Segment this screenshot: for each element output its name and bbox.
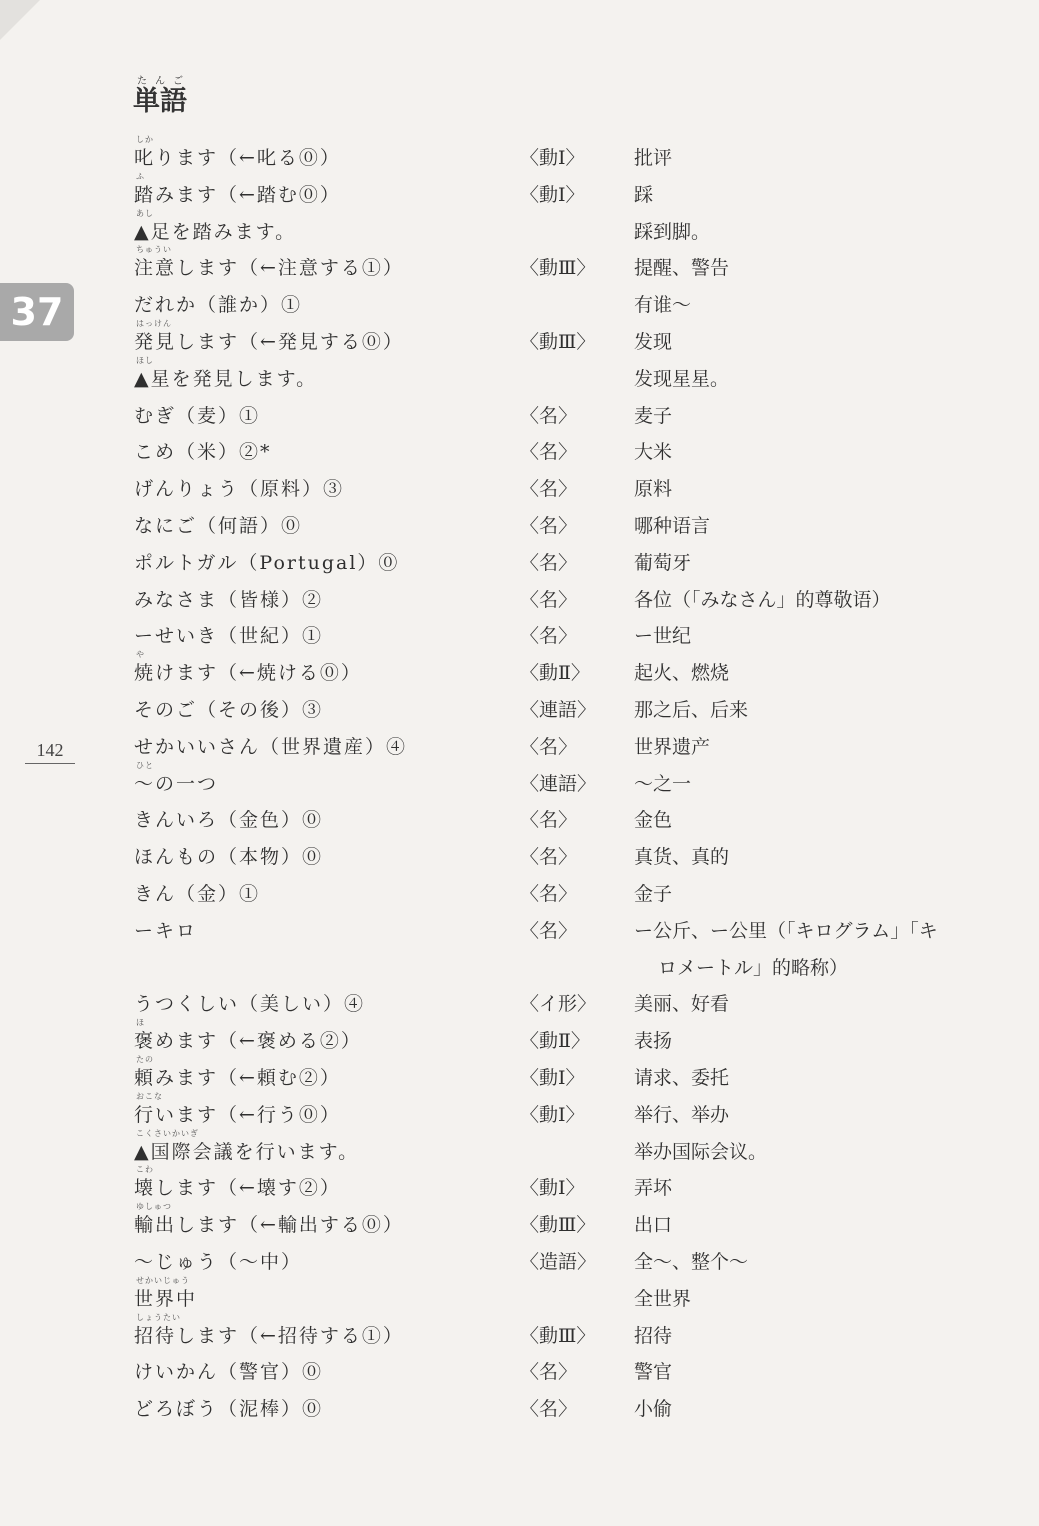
vocab-word bbox=[134, 1018, 362, 1060]
vocab-word bbox=[134, 876, 260, 913]
vocab-word bbox=[134, 650, 362, 692]
furigana-reading: ふ bbox=[136, 171, 145, 181]
vocab-row bbox=[0, 471, 1039, 508]
meaning: 世界遗产 bbox=[634, 735, 711, 758]
vocab-row bbox=[0, 398, 1039, 435]
word-text: だれか（誰か）① bbox=[134, 294, 303, 317]
word-text: 叱ります（←叱る⓪） bbox=[134, 147, 341, 169]
vocab-row bbox=[0, 1312, 1039, 1355]
vocab-word bbox=[134, 986, 365, 1023]
part-of-speech: 〈名〉 bbox=[520, 478, 578, 501]
vocab-row bbox=[0, 618, 1039, 655]
meaning: 举办国际会议。 bbox=[634, 1140, 768, 1163]
meaning: 请求、委托 bbox=[634, 1066, 730, 1089]
vocab-row bbox=[0, 1202, 1039, 1244]
part-of-speech: 〈連語〉 bbox=[520, 698, 597, 721]
vocab-word bbox=[134, 839, 323, 876]
vocab-row bbox=[0, 582, 1039, 619]
section-title bbox=[133, 76, 187, 118]
meaning: 批评 bbox=[634, 147, 673, 169]
part-of-speech: 〈動Ⅰ〉 bbox=[520, 1066, 585, 1089]
meaning: 举行、举办 bbox=[634, 1103, 730, 1126]
word-text: みなさま（皆様）② bbox=[134, 588, 324, 611]
vocab-row bbox=[0, 692, 1039, 729]
section-title-reading: たんご bbox=[133, 76, 187, 87]
meaning: 金色 bbox=[634, 809, 673, 832]
vocab-row bbox=[0, 913, 1039, 950]
meaning: 踩到脚。 bbox=[634, 220, 711, 243]
meaning: 哪种语言 bbox=[634, 514, 711, 537]
word-text: ーせいき（世紀）① bbox=[134, 625, 324, 648]
part-of-speech: 〈名〉 bbox=[520, 919, 578, 942]
part-of-speech: 〈動Ⅰ〉 bbox=[520, 1177, 585, 1200]
page-corner-fold bbox=[0, 0, 40, 40]
word-text: ▲国際会議を行います。 bbox=[134, 1140, 360, 1163]
part-of-speech: 〈連語〉 bbox=[520, 772, 597, 795]
furigana-reading: たの bbox=[136, 1054, 154, 1064]
part-of-speech: 〈名〉 bbox=[520, 846, 578, 869]
vocab-row bbox=[0, 950, 1039, 987]
meaning: 招待 bbox=[634, 1324, 673, 1347]
part-of-speech: 〈動Ⅲ〉 bbox=[520, 330, 596, 353]
vocab-row bbox=[0, 318, 1039, 361]
word-text: なにご（何語）⓪ bbox=[134, 514, 303, 537]
furigana-reading: ひと bbox=[136, 760, 154, 770]
vocab-word bbox=[134, 760, 219, 803]
word-text: ポルトガル（Portugal）⓪ bbox=[134, 551, 400, 574]
vocab-word bbox=[134, 355, 318, 398]
meaning: 警官 bbox=[634, 1361, 673, 1384]
vocab-row bbox=[0, 839, 1039, 876]
furigana-reading: しか bbox=[136, 135, 154, 144]
meaning: 有谁～ bbox=[634, 294, 692, 317]
word-text: 行います（←行う⓪） bbox=[134, 1103, 341, 1126]
vocab-row bbox=[0, 1354, 1039, 1391]
vocab-word bbox=[134, 245, 404, 287]
meaning: 那之后、后来 bbox=[634, 698, 749, 721]
furigana-reading: ちゅうい bbox=[136, 245, 172, 255]
vocab-row bbox=[0, 355, 1039, 398]
furigana-reading: せかいじゅう bbox=[136, 1275, 190, 1285]
part-of-speech: 〈名〉 bbox=[520, 1361, 578, 1384]
vocab-word bbox=[134, 471, 344, 508]
vocab-word bbox=[134, 618, 323, 655]
vocab-row bbox=[0, 1391, 1039, 1428]
part-of-speech: 〈動Ⅰ〉 bbox=[520, 183, 585, 206]
furigana-reading: はっけん bbox=[136, 318, 172, 328]
meaning: 弄坏 bbox=[634, 1177, 673, 1200]
meaning: ～之一 bbox=[634, 772, 692, 795]
part-of-speech: 〈動Ⅰ〉 bbox=[520, 147, 585, 169]
furigana-reading: こくさいかいぎ bbox=[136, 1128, 199, 1138]
vocab-word bbox=[134, 318, 404, 361]
word-text: むぎ（麦）① bbox=[134, 404, 261, 427]
word-text: どろぼう（泥棒）⓪ bbox=[134, 1398, 324, 1421]
part-of-speech: 〈名〉 bbox=[520, 1398, 578, 1421]
part-of-speech: 〈動Ⅲ〉 bbox=[520, 1324, 596, 1347]
part-of-speech: 〈造語〉 bbox=[520, 1250, 597, 1273]
meaning: 小偷 bbox=[634, 1398, 673, 1421]
furigana-reading: ほ bbox=[136, 1018, 145, 1028]
part-of-speech: 〈イ形〉 bbox=[520, 993, 597, 1016]
meaning: 大米 bbox=[634, 441, 673, 464]
part-of-speech: 〈名〉 bbox=[520, 882, 578, 905]
vocab-word bbox=[134, 729, 407, 766]
vocab-row bbox=[0, 802, 1039, 839]
furigana-reading: あし bbox=[136, 208, 154, 218]
meaning: 表扬 bbox=[634, 1030, 673, 1053]
vocab-row bbox=[0, 760, 1039, 803]
word-text: ほんもの（本物）⓪ bbox=[134, 846, 324, 869]
meaning: 真货、真的 bbox=[634, 846, 730, 869]
word-text: ーキロ bbox=[134, 919, 198, 942]
section-title-text: 単語 bbox=[133, 86, 187, 117]
meaning: ー公斤、ー公里（「キログラム」「キ bbox=[634, 919, 938, 942]
word-text: 輸出します（←輸出する⓪） bbox=[134, 1214, 404, 1237]
vocab-row bbox=[0, 1128, 1039, 1171]
vocab-word bbox=[134, 582, 323, 619]
part-of-speech: 〈動Ⅰ〉 bbox=[520, 1103, 585, 1126]
part-of-speech: 〈名〉 bbox=[520, 441, 578, 464]
vocab-word bbox=[134, 398, 260, 435]
part-of-speech: 〈名〉 bbox=[520, 551, 578, 574]
word-text: 世界中 bbox=[134, 1287, 198, 1310]
vocab-row bbox=[0, 876, 1039, 913]
vocab-word bbox=[134, 434, 272, 471]
chapter-tab: 37 bbox=[0, 283, 74, 341]
part-of-speech: 〈名〉 bbox=[520, 735, 578, 758]
meaning: ロメートル」的略称） bbox=[658, 956, 849, 979]
vocab-row bbox=[0, 508, 1039, 545]
furigana-reading: こわ bbox=[136, 1165, 154, 1175]
part-of-speech: 〈名〉 bbox=[520, 514, 578, 537]
vocab-word bbox=[134, 692, 323, 729]
word-text: ～の一つ bbox=[134, 772, 219, 795]
meaning: 全世界 bbox=[634, 1287, 692, 1310]
part-of-speech: 〈名〉 bbox=[520, 625, 578, 648]
vocab-row bbox=[0, 171, 1039, 214]
vocab-word bbox=[134, 545, 399, 582]
vocab-row bbox=[0, 986, 1039, 1023]
vocabulary-list bbox=[0, 135, 1039, 1428]
furigana-reading: おこな bbox=[136, 1091, 163, 1101]
part-of-speech: 〈動Ⅲ〉 bbox=[520, 1214, 596, 1237]
furigana-reading: しょうたい bbox=[136, 1312, 181, 1322]
furigana-reading: や bbox=[136, 650, 145, 660]
word-text: 注意します（←注意する①） bbox=[134, 257, 404, 280]
meaning: 踩 bbox=[634, 183, 654, 206]
word-text: きんいろ（金色）⓪ bbox=[134, 809, 324, 832]
word-text: けいかん（警官）⓪ bbox=[134, 1361, 324, 1384]
vocab-word bbox=[134, 1128, 360, 1171]
vocab-row bbox=[0, 1018, 1039, 1060]
meaning: 各位（「みなさん」的尊敬语） bbox=[634, 588, 891, 611]
vocab-word bbox=[134, 1202, 404, 1244]
part-of-speech: 〈動Ⅱ〉 bbox=[520, 662, 590, 685]
vocab-row bbox=[0, 245, 1039, 287]
meaning: 美丽、好看 bbox=[634, 993, 730, 1016]
vocab-row bbox=[0, 135, 1039, 177]
vocab-word bbox=[134, 1354, 323, 1391]
meaning: 麦子 bbox=[634, 404, 673, 427]
word-text: 褒めます（←褒める②） bbox=[134, 1030, 362, 1053]
word-text: 焼けます（←焼ける⓪） bbox=[134, 662, 362, 685]
meaning: 原料 bbox=[634, 478, 673, 501]
vocab-word bbox=[134, 802, 323, 839]
vocab-word bbox=[134, 1054, 341, 1097]
vocab-row bbox=[0, 650, 1039, 692]
furigana-reading: ほし bbox=[136, 355, 154, 365]
vocab-word bbox=[134, 135, 341, 177]
word-text: そのご（その後）③ bbox=[134, 698, 324, 721]
word-text: 招待します（←招待する①） bbox=[134, 1324, 404, 1347]
word-text: せかいいさん（世界遺産）④ bbox=[134, 735, 408, 758]
vocab-row bbox=[0, 434, 1039, 471]
word-text: ～じゅう（～中） bbox=[134, 1250, 303, 1273]
page-number: 142 bbox=[25, 740, 75, 764]
vocab-word bbox=[134, 1312, 404, 1355]
vocab-word bbox=[134, 1391, 323, 1428]
word-text: ▲星を発見します。 bbox=[134, 367, 318, 390]
word-text: ▲足を踏みます。 bbox=[134, 220, 297, 243]
word-text: 踏みます（←踏む⓪） bbox=[134, 183, 341, 206]
vocab-word bbox=[134, 171, 341, 214]
part-of-speech: 〈名〉 bbox=[520, 404, 578, 427]
meaning: 全～、整个～ bbox=[634, 1250, 749, 1273]
part-of-speech: 〈名〉 bbox=[520, 588, 578, 611]
part-of-speech: 〈動Ⅱ〉 bbox=[520, 1030, 590, 1053]
word-text: 壊します（←壊す②） bbox=[134, 1177, 341, 1200]
part-of-speech: 〈動Ⅲ〉 bbox=[520, 257, 596, 280]
word-text: げんりょう（原料）③ bbox=[134, 478, 345, 501]
vocab-word bbox=[134, 508, 302, 545]
meaning: 发现 bbox=[634, 330, 673, 353]
word-text: うつくしい（美しい）④ bbox=[134, 993, 366, 1016]
meaning: 提醒、警告 bbox=[634, 257, 730, 280]
word-text: こめ（米）②* bbox=[134, 441, 272, 464]
meaning: 发现星星。 bbox=[634, 367, 730, 390]
vocab-row bbox=[0, 729, 1039, 766]
vocab-row bbox=[0, 545, 1039, 582]
vocab-word bbox=[134, 913, 197, 950]
furigana-reading: ゆしゅつ bbox=[136, 1202, 172, 1212]
meaning: ー世纪 bbox=[634, 625, 692, 648]
word-text: 発見します（←発見する⓪） bbox=[134, 330, 404, 353]
meaning: 葡萄牙 bbox=[634, 551, 692, 574]
part-of-speech: 〈名〉 bbox=[520, 809, 578, 832]
meaning: 出口 bbox=[634, 1214, 673, 1237]
word-text: 頼みます（←頼む②） bbox=[134, 1066, 341, 1089]
meaning: 起火、燃烧 bbox=[634, 662, 730, 685]
word-text: きん（金）① bbox=[134, 882, 261, 905]
meaning: 金子 bbox=[634, 882, 673, 905]
